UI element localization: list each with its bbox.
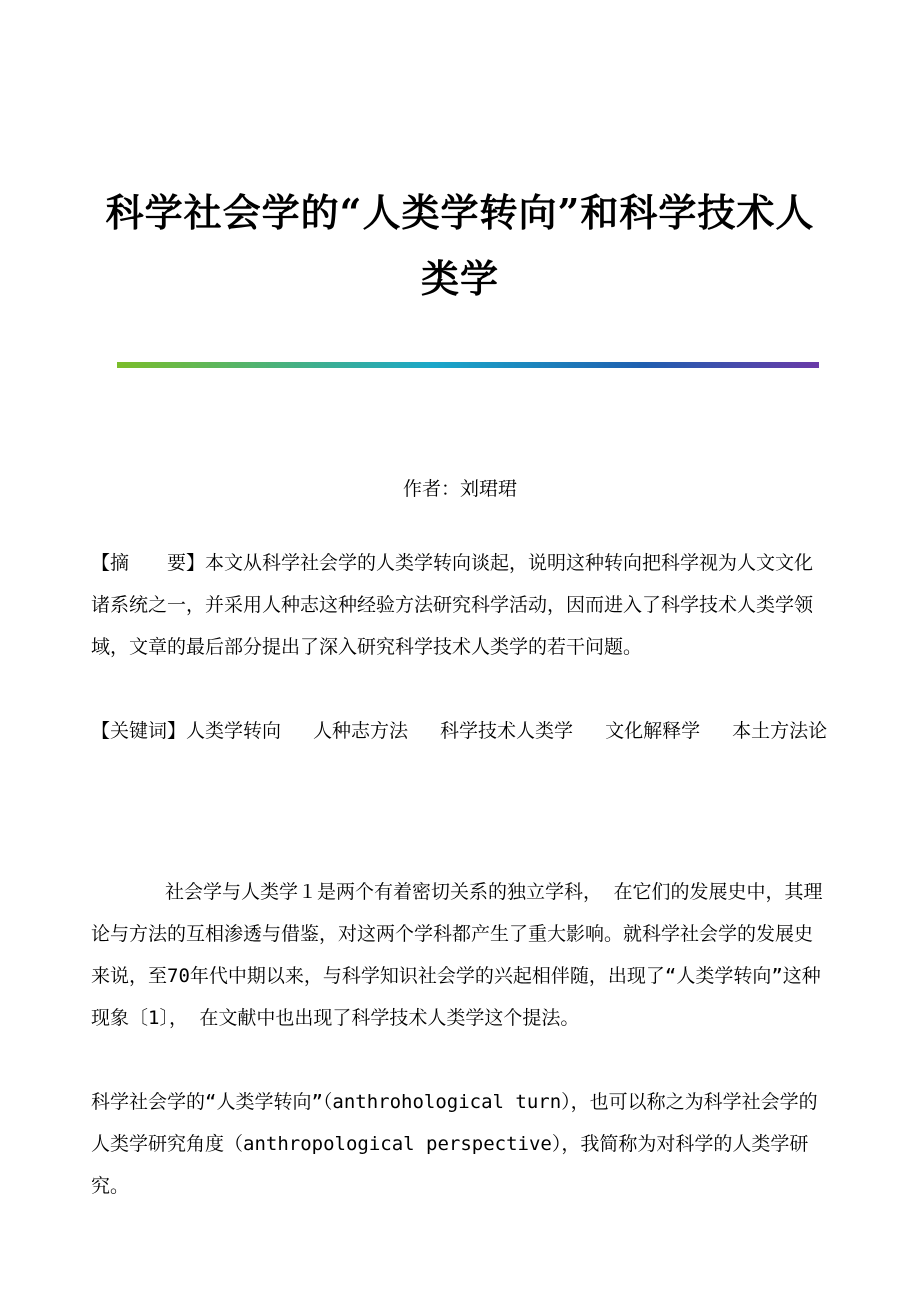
paragraph-text: 科学社会学的“人类学转向”（anthrohological turn），也可以称之为科学社会学的人类学研究角度（anthropological perspective），我简称为对科学的人类学研究。 (91, 1091, 818, 1197)
body-paragraph-2 (91, 1062, 831, 1226)
paragraph-text: 社会学与人类学１是两个有着密切关系的独立学科， 在它们的发展史中，其理论与方法的互相渗透与借鉴，对这两个学科都产生了重大影响。就科学社会学的发展史来说，至70年代中期以来，与科学知识社会学的兴起相伴随，出现了“人类学转向”这种现象〔1〕， 在文献中也出现了科学技术人类学这个提法。 (91, 881, 823, 1029)
keywords-label: 【关键词】 (91, 720, 187, 742)
abstract-label: 【摘 要】 (91, 552, 206, 574)
keyword-item: 本土方法论 (732, 720, 828, 742)
author-line: 作者：刘珺珺 (402, 478, 517, 500)
keyword-item: 科学技术人类学 (440, 720, 574, 742)
title-divider (117, 362, 819, 368)
keyword-item: 人种志方法 (313, 720, 409, 742)
body-paragraph-1 (91, 852, 831, 1058)
keyword-item: 人类学转向 (186, 720, 282, 742)
title-line-1: 科学社会学的“人类学转向”和科学技术人 (105, 190, 815, 235)
abstract (91, 542, 831, 668)
document-title (60, 180, 860, 312)
abstract-text: 本文从科学社会学的人类学转向谈起，说明这种转向把科学视为人文文化诸系统之一，并采用人种志这种经验方法研究科学活动，因而进入了科学技术人类学领域，文章的最后部分提出了深入研究科学技术人类学的若干问题。 (91, 552, 814, 658)
keywords (91, 710, 831, 752)
keyword-item: 文化解释学 (605, 720, 701, 742)
title-line-2: 类学 (420, 256, 499, 301)
